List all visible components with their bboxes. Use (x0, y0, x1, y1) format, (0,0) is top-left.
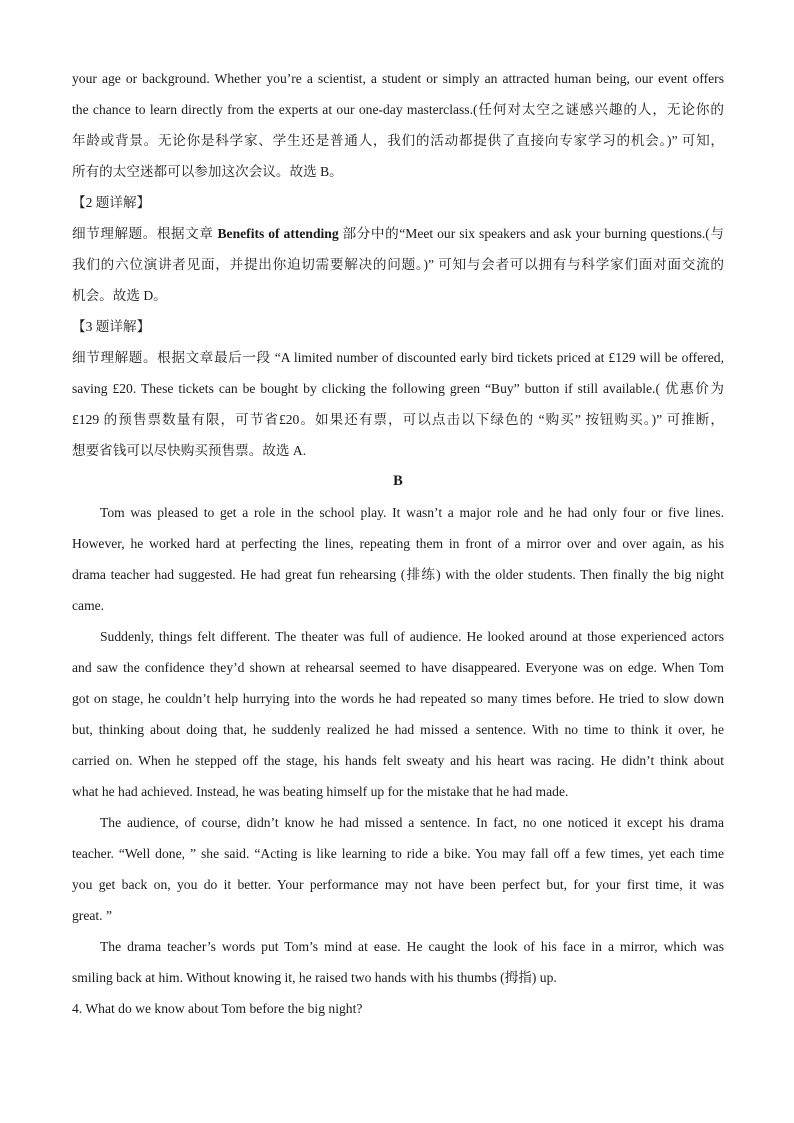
text-span: 部分中的“Meet our six speakers and ask your burning questions.(与 (338, 226, 724, 241)
text-line: drama teacher had suggested. He had great fun rehearsing (排练) with the older students. Then finally the big night (72, 567, 724, 582)
passage-title: B (393, 473, 403, 489)
text-line: 想要省钱可以尽快购买预售票。故选 A. (72, 443, 307, 458)
intro-block (72, 63, 724, 187)
text-line: the chance to learn directly from the experts at our one-day masterclass.(任何对太空之谜感兴趣的人，无论你的 (72, 102, 724, 117)
section-name: Benefits of attending (217, 226, 339, 241)
paragraph (72, 497, 724, 621)
text-line: but, thinking about doing that, he suddenly realized he had missed a sentence. With no time to think it over, he (72, 722, 724, 737)
text-line: 机会。故选 D。 (72, 288, 167, 303)
paragraph (72, 931, 724, 993)
question-4: 4. What do we know about Tom before the big night? (72, 1001, 363, 1016)
q2-heading: 【2 题详解】 (72, 195, 151, 210)
text-line: £129 的预售票数量有限，可节省£20。如果还有票，可以点击以下绿色的 “购买” 按钮购买。)” 可推断， (72, 412, 724, 427)
text-line: 细节理解题。根据文章最后一段 “A limited number of discounted early bird tickets priced at £129 will be offered, (72, 350, 724, 365)
paragraph (72, 807, 724, 931)
q2-block (72, 187, 724, 311)
text-line: Tom was pleased to get a role in the school play. It wasn’t a major role and he had only four or five lines. (100, 505, 724, 520)
text-line (72, 218, 724, 249)
text-line: what he had achieved. Instead, he was beating himself up for the mistake that he had made. (72, 784, 569, 799)
text-line: saving £20. These tickets can be bought by clicking the following green “Buy” button if still available.( 优惠价为 (72, 381, 724, 396)
text-line: got on stage, he couldn’t help hurrying into the words he had repeated so many times before. He tried to slow down (72, 691, 724, 706)
text-line: 年龄或背景。无论你是科学家、学生还是普通人，我们的活动都提供了直接向专家学习的机会。)” 可知， (72, 133, 724, 148)
text-line: came. (72, 598, 105, 613)
text-line: However, he worked hard at perfecting the lines, repeating them in front of a mirror over and over again, as his (72, 536, 724, 551)
text-line: your age or background. Whether you’re a scientist, a student or simply an attracted human being, our event offers (72, 71, 724, 86)
passage-b (72, 466, 724, 1024)
text-line: The audience, of course, didn’t know he had missed a sentence. In fact, no one noticed it except his drama (100, 815, 724, 830)
text-line: 我们的六位演讲者见面，并提出你迫切需要解决的问题。)” 可知与会者可以拥有与科学家们面对面交流的 (72, 257, 724, 272)
q3-block (72, 311, 724, 466)
text-line: and saw the confidence they’d shown at rehearsal seemed to have disappeared. Everyone was on edge. When Tom (72, 660, 724, 675)
text-line: The drama teacher’s words put Tom’s mind at ease. He caught the look of his face in a mirror, which was (100, 939, 724, 954)
paragraph (72, 621, 724, 807)
text-line: smiling back at him. Without knowing it, he raised two hands with his thumbs (拇指) up. (72, 970, 557, 985)
text-span: 细节理解题。根据文章 (72, 226, 218, 241)
q3-heading: 【3 题详解】 (72, 319, 151, 334)
text-line: teacher. “Well done, ” she said. “Acting is like learning to ride a bike. You may fall off a few times, yet each time (72, 846, 724, 861)
text-line: you get back on, you do it better. Your performance may not have been perfect but, for your first time, it was (72, 877, 724, 892)
text-line: Suddenly, things felt different. The theater was full of audience. He looked around at those experienced actors (100, 629, 724, 644)
text-line: 所有的太空迷都可以参加这次会议。故选 B。 (72, 164, 343, 179)
text-line: carried on. When he stepped off the stage, his hands felt sweaty and his heart was racing. He didn’t think about (72, 753, 724, 768)
text-line: great. ” (72, 908, 112, 923)
